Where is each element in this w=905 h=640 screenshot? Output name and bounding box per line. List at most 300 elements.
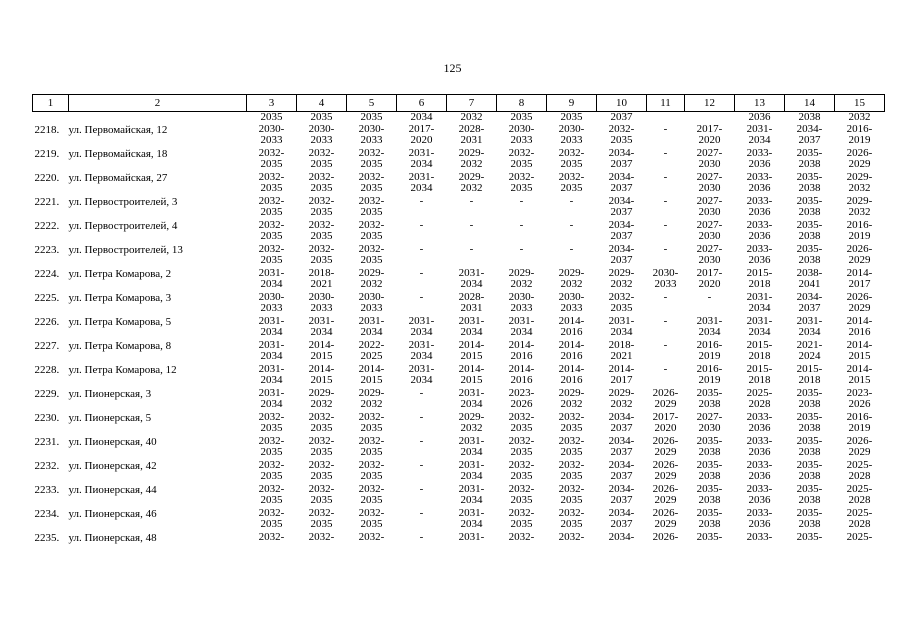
period-start: 2016-: [696, 362, 723, 375]
table-cell: [835, 484, 885, 508]
column-header: 7: [447, 95, 497, 112]
table-cell: [397, 268, 447, 292]
period-end: 2034: [260, 374, 283, 386]
table-cell: [347, 172, 397, 196]
period-start: 2030-: [308, 290, 335, 303]
table-cell: [297, 172, 347, 196]
table-cell: [597, 460, 647, 484]
period-end: 2035: [360, 518, 383, 530]
table-cell: [647, 436, 685, 460]
period-start: 2031-: [408, 146, 435, 159]
period-end: 2035: [310, 158, 333, 170]
table-cell: [647, 148, 685, 172]
period-start: 2031-: [746, 290, 773, 303]
period-end: 2035: [360, 182, 383, 194]
column-header: 15: [835, 95, 885, 112]
period-end: 2036: [748, 446, 771, 458]
table-cell: [297, 508, 347, 532]
table-cell: [685, 484, 735, 508]
row-number: 2224.: [34, 267, 60, 280]
period-start: 2032-: [258, 434, 285, 447]
period-start: 2032-: [358, 146, 385, 159]
column-header: 10: [597, 95, 647, 112]
period-start: -: [569, 194, 574, 207]
table-cell: [647, 412, 685, 436]
period-end: 2028: [848, 494, 871, 506]
table-cell: [497, 124, 547, 148]
period-start: 2017-: [696, 266, 723, 279]
period-end: 2032: [610, 278, 633, 290]
table-cell: [397, 196, 447, 220]
period-start: 2031-: [458, 482, 485, 495]
period-start: 2031-: [458, 434, 485, 447]
period-start: 2029-: [458, 146, 485, 159]
table-row: [33, 124, 885, 148]
table-cell: 2038: [798, 111, 821, 123]
period-start: -: [519, 194, 524, 207]
period-end: 2036: [748, 494, 771, 506]
period-start: 2014-: [458, 362, 485, 375]
street-address: ул. Петра Комарова, 3: [68, 291, 172, 304]
table-cell: [685, 244, 735, 268]
period-end: 2036: [748, 182, 771, 194]
table-cell: [547, 412, 597, 436]
period-end: 2038: [798, 422, 821, 434]
table-cell: [735, 196, 785, 220]
table-row: [33, 532, 885, 556]
table-row: [33, 412, 885, 436]
period-start: 2032-: [358, 506, 385, 519]
period-start: -: [469, 194, 474, 207]
table-cell: [647, 268, 685, 292]
period-start: -: [419, 482, 424, 495]
period-start: 2029-: [458, 170, 485, 183]
period-end: 2038: [798, 494, 821, 506]
period-end: 2038: [698, 494, 721, 506]
table-cell: [547, 196, 597, 220]
period-start: 2031-: [746, 314, 773, 327]
period-start: 2032-: [358, 410, 385, 423]
period-start: 2035-: [796, 146, 823, 159]
period-start: 2034-: [608, 146, 635, 159]
table-cell: 2034: [410, 111, 433, 123]
period-end: 2036: [748, 158, 771, 170]
table-cell: [785, 244, 835, 268]
period-end: 2018: [748, 374, 771, 386]
period-end: 2026: [510, 398, 533, 410]
table-cell: [397, 340, 447, 364]
table-cell: [347, 412, 397, 436]
table-cell: [835, 460, 885, 484]
table-cell: [647, 124, 685, 148]
row-number: 2223.: [34, 243, 60, 256]
period-start: 2031-: [258, 338, 285, 351]
table-cell: [735, 292, 785, 316]
period-start: 2032-: [308, 242, 335, 255]
period-end: 2035: [510, 494, 533, 506]
period-start: 2031-: [458, 386, 485, 399]
period-start: 2014-: [508, 338, 535, 351]
period-end: 2019: [698, 374, 721, 386]
period-start: 2032-: [358, 218, 385, 231]
table-row: [33, 388, 885, 412]
column-header: 8: [497, 95, 547, 112]
period-end: 2017: [848, 278, 871, 290]
street-address: ул. Пионерская, 46: [68, 507, 157, 520]
street-address: ул. Пионерская, 48: [68, 531, 157, 544]
period-start: 2035-: [796, 170, 823, 183]
period-start: 2017-: [696, 122, 723, 135]
period-start: 2032-: [358, 194, 385, 207]
period-end: 2035: [260, 518, 283, 530]
period-start: 2027-: [696, 170, 723, 183]
period-end: 2032: [510, 278, 533, 290]
table-cell: [497, 244, 547, 268]
table-cell: [785, 460, 835, 484]
street-address: ул. Пионерская, 44: [68, 483, 157, 496]
period-start: 2035-: [796, 386, 823, 399]
table-cell: [347, 292, 397, 316]
period-start: 2029-: [308, 386, 335, 399]
period-end: 2019: [848, 422, 871, 434]
table-cell: [297, 532, 347, 556]
period-end: 2038: [798, 182, 821, 194]
table-cell: [735, 244, 785, 268]
table-cell: [735, 508, 785, 532]
table-cell: [647, 340, 685, 364]
period-start: 2030-: [358, 122, 385, 135]
table-cell: [447, 244, 497, 268]
row-number: 2230.: [34, 411, 60, 424]
period-start: -: [569, 242, 574, 255]
period-start: 2032-: [558, 530, 585, 543]
table-cell: [735, 436, 785, 460]
table-cell: [447, 268, 497, 292]
period-end: 2035: [360, 494, 383, 506]
period-start: 2035-: [696, 530, 723, 543]
period-end: 2032: [560, 398, 583, 410]
period-start: 2029-: [458, 410, 485, 423]
column-header: 11: [647, 95, 685, 112]
table-cell: [347, 268, 397, 292]
table-cell: [497, 220, 547, 244]
period-end: 2016: [560, 374, 583, 386]
period-start: 2014-: [846, 362, 873, 375]
table-cell: [347, 340, 397, 364]
period-start: 2015-: [746, 362, 773, 375]
period-start: 2034-: [608, 530, 635, 543]
table-row: [33, 292, 885, 316]
period-end: 2036: [748, 518, 771, 530]
table-cell: [497, 412, 547, 436]
period-end: 2034: [410, 350, 433, 362]
table-cell: [735, 220, 785, 244]
period-start: 2031-: [258, 314, 285, 327]
period-end: 2032: [360, 398, 383, 410]
table-cell: [835, 148, 885, 172]
period-end: 2015: [310, 374, 333, 386]
period-start: -: [519, 242, 524, 255]
period-start: 2029-: [608, 266, 635, 279]
table-cell: [247, 292, 297, 316]
table-cell: [447, 340, 497, 364]
period-start: 2035-: [796, 242, 823, 255]
period-start: 2033-: [746, 434, 773, 447]
table-cell: [397, 484, 447, 508]
table-cell: [397, 508, 447, 532]
street-address: ул. Первомайская, 12: [68, 123, 168, 136]
table-cell: 2035: [310, 111, 333, 123]
schedule-table: [32, 94, 885, 556]
period-start: -: [519, 218, 524, 231]
table-cell: [247, 412, 297, 436]
table-cell: [785, 340, 835, 364]
period-end: 2016: [848, 326, 871, 338]
period-end: 2020: [654, 422, 677, 434]
table-cell: [785, 508, 835, 532]
period-start: 2032-: [308, 194, 335, 207]
period-end: 2034: [510, 326, 533, 338]
table-cell: [597, 364, 647, 388]
table-cell: [835, 244, 885, 268]
period-end: 2034: [310, 326, 333, 338]
table-cell: [247, 436, 297, 460]
table-cell: [247, 220, 297, 244]
period-start: 2028-: [458, 122, 485, 135]
period-start: 2029-: [558, 386, 585, 399]
period-start: 2026-: [846, 290, 873, 303]
period-end: 2029: [848, 158, 871, 170]
table-cell: [497, 508, 547, 532]
period-end: 2032: [460, 182, 483, 194]
table-cell: 2035: [510, 111, 533, 123]
period-start: 2035-: [796, 458, 823, 471]
period-end: 2038: [798, 398, 821, 410]
period-start: 2027-: [696, 194, 723, 207]
period-end: 2034: [460, 326, 483, 338]
table-cell: [447, 172, 497, 196]
table-cell: [347, 244, 397, 268]
period-end: 2019: [848, 134, 871, 146]
period-start: 2028-: [458, 290, 485, 303]
table-cell: [397, 124, 447, 148]
period-end: 2034: [260, 350, 283, 362]
period-end: 2035: [310, 494, 333, 506]
table-cell: [685, 316, 735, 340]
period-start: 2029-: [358, 266, 385, 279]
period-end: 2036: [748, 470, 771, 482]
table-cell: [597, 508, 647, 532]
period-end: 2035: [560, 494, 583, 506]
period-end: 2038: [698, 470, 721, 482]
period-end: 2018: [748, 278, 771, 290]
table-row: [33, 148, 885, 172]
table-cell: [597, 340, 647, 364]
period-end: 2035: [310, 206, 333, 218]
table-row: [33, 220, 885, 244]
period-start: 2032-: [358, 242, 385, 255]
table-cell: [835, 532, 885, 556]
period-end: 2031: [460, 302, 483, 314]
column-header: 2: [69, 95, 247, 112]
period-end: 2035: [310, 182, 333, 194]
table-cell: [297, 436, 347, 460]
period-end: 2035: [510, 470, 533, 482]
table-cell: [597, 292, 647, 316]
period-end: 2030: [698, 182, 721, 194]
table-cell: [297, 388, 347, 412]
period-start: 2029-: [558, 266, 585, 279]
table-cell: [547, 364, 597, 388]
period-start: -: [663, 362, 668, 375]
period-start: 2035-: [796, 482, 823, 495]
period-end: 2033: [360, 134, 383, 146]
period-start: 2033-: [746, 410, 773, 423]
period-end: 2035: [310, 470, 333, 482]
period-end: 2035: [260, 182, 283, 194]
period-end: 2029: [654, 518, 677, 530]
table-cell: [297, 244, 347, 268]
table-cell: [647, 484, 685, 508]
street-address: ул. Пионерская, 5: [68, 411, 152, 424]
period-start: 2032-: [308, 170, 335, 183]
street-address: ул. Петра Комарова, 5: [68, 315, 172, 328]
period-start: 2031-: [408, 170, 435, 183]
column-header: 1: [33, 95, 69, 112]
table-cell: 2037: [610, 111, 633, 123]
table-cell: [647, 244, 685, 268]
period-start: 2025-: [846, 458, 873, 471]
period-start: 2035-: [796, 218, 823, 231]
table-cell: [597, 388, 647, 412]
table-cell: [835, 220, 885, 244]
table-cell: [647, 292, 685, 316]
period-end: 2035: [510, 422, 533, 434]
table-cell: [347, 508, 397, 532]
period-start: 2032-: [308, 482, 335, 495]
column-header: 12: [685, 95, 735, 112]
period-end: 2016: [510, 374, 533, 386]
period-start: 2032-: [558, 410, 585, 423]
table-cell: [735, 316, 785, 340]
table-row: [33, 484, 885, 508]
period-start: 2032-: [308, 434, 335, 447]
period-start: 2031-: [408, 314, 435, 327]
table-cell: [297, 316, 347, 340]
period-end: 2033: [310, 134, 333, 146]
period-start: 2032-: [258, 194, 285, 207]
period-end: 2035: [260, 206, 283, 218]
column-header: 3: [247, 95, 297, 112]
row-number: 2220.: [34, 171, 60, 184]
period-end: 2034: [260, 278, 283, 290]
period-end: 2035: [510, 158, 533, 170]
period-start: 2014-: [508, 362, 535, 375]
period-end: 2025: [360, 350, 383, 362]
column-header: 9: [547, 95, 597, 112]
period-end: 2034: [410, 374, 433, 386]
period-start: -: [419, 242, 424, 255]
period-end: 2032: [310, 398, 333, 410]
table-cell: [447, 412, 497, 436]
table-cell: [547, 460, 597, 484]
table-cell: [597, 148, 647, 172]
table-cell: [685, 292, 735, 316]
period-end: 2035: [310, 446, 333, 458]
table-cell: [597, 412, 647, 436]
period-start: 2031-: [508, 314, 535, 327]
period-start: 2030-: [258, 290, 285, 303]
row-number: 2232.: [34, 459, 60, 472]
table-cell: [347, 388, 397, 412]
period-start: 2035-: [696, 386, 723, 399]
table-cell: [247, 268, 297, 292]
period-start: 2030-: [308, 122, 335, 135]
period-end: 2036: [748, 206, 771, 218]
period-start: 2027-: [696, 242, 723, 255]
table-cell: 2035: [360, 111, 383, 123]
period-start: 2032-: [258, 242, 285, 255]
row-number: 2226.: [34, 315, 60, 328]
period-end: 2015: [848, 374, 871, 386]
period-end: 2015: [360, 374, 383, 386]
table-cell: [835, 172, 885, 196]
period-start: 2034-: [608, 218, 635, 231]
period-start: 2035-: [796, 530, 823, 543]
period-end: 2015: [310, 350, 333, 362]
period-end: 2036: [748, 422, 771, 434]
period-start: 2016-: [846, 218, 873, 231]
period-end: 2038: [798, 206, 821, 218]
row-number: 2222.: [34, 219, 60, 232]
table-cell: [547, 508, 597, 532]
period-start: 2034-: [608, 170, 635, 183]
period-start: 2030-: [358, 290, 385, 303]
period-start: -: [663, 122, 668, 135]
period-start: 2021-: [796, 338, 823, 351]
table-cell: [347, 460, 397, 484]
period-start: -: [663, 194, 668, 207]
period-start: 2033-: [746, 506, 773, 519]
period-end: 2034: [460, 278, 483, 290]
period-end: 2016: [560, 350, 583, 362]
period-end: 2038: [798, 518, 821, 530]
period-start: 2031-: [458, 314, 485, 327]
period-start: 2031-: [458, 266, 485, 279]
period-start: 2026-: [846, 434, 873, 447]
table-cell: [497, 364, 547, 388]
table-cell: [735, 148, 785, 172]
table-cell: [785, 196, 835, 220]
table-cell: [835, 340, 885, 364]
table-cell: [397, 412, 447, 436]
period-end: 2034: [460, 398, 483, 410]
period-start: 2029-: [846, 194, 873, 207]
table-cell: [447, 532, 497, 556]
period-end: 2034: [260, 326, 283, 338]
table-cell: [497, 340, 547, 364]
period-start: 2016-: [846, 410, 873, 423]
period-end: 2029: [848, 302, 871, 314]
period-end: 2033: [360, 302, 383, 314]
table-cell: [547, 532, 597, 556]
period-end: 2035: [360, 230, 383, 242]
row-number: 2227.: [34, 339, 60, 352]
period-start: 2034-: [796, 290, 823, 303]
table-cell: [547, 148, 597, 172]
table-cell: [685, 148, 735, 172]
period-start: 2032-: [508, 170, 535, 183]
